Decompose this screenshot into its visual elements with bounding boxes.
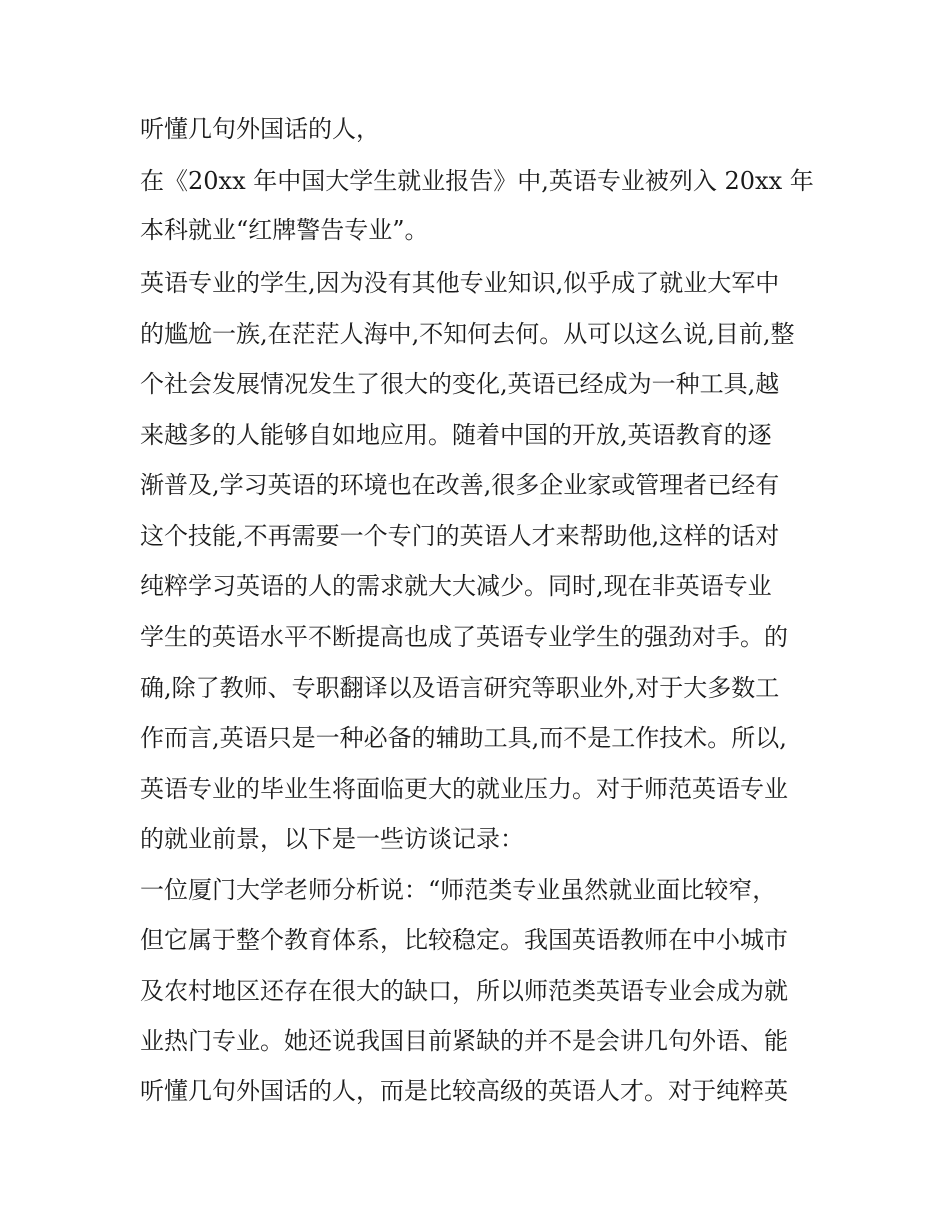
text-line: 渐普及,学习英语的环境也在改善,很多企业家或管理者已经有 [140, 471, 780, 499]
text-line: 确,除了教师、专职翻译以及语言研究等职业外,对于大多数工 [140, 674, 780, 702]
text-line: 在《20xx 年中国大学生就业报告》中,英语专业被列入 20xx 年 [140, 167, 814, 195]
text-line: 的就业前景，以下是一些访谈记录： [140, 825, 524, 853]
text-line: 听懂几句外国话的人， [140, 115, 380, 143]
text-line: 这个技能,不再需要一个专门的英语人才来帮助他,这样的话对 [140, 522, 780, 550]
text-line: 及农村地区还存在很大的缺口，所以师范类英语专业会成为就 [140, 977, 788, 1005]
text-line: 英语专业的学生,因为没有其他专业知识,似乎成了就业大军中 [140, 269, 780, 297]
text-line: 纯粹学习英语的人的需求就大大减少。同时,现在非英语专业 [140, 572, 772, 600]
text-line: 但它属于整个教育体系，比较稳定。我国英语教师在中小城市 [140, 926, 788, 954]
text-line: 个社会发展情况发生了很大的变化,英语已经成为一种工具,越 [140, 370, 780, 398]
text-line: 作而言,英语只是一种必备的辅助工具,而不是工作技术。所以, [140, 724, 787, 752]
text-line: 本科就业“红牌警告专业”。 [140, 216, 429, 244]
text-line: 学生的英语水平不断提高也成了英语专业学生的强劲对手。的 [140, 623, 788, 651]
text-line: 的尴尬一族,在茫茫人海中,不知何去何。从可以这么说,目前,整 [140, 320, 795, 348]
text-line: 来越多的人能够自如地应用。随着中国的开放,英语教育的逐 [140, 421, 772, 449]
text-line: 一位厦门大学老师分析说：“师范类专业虽然就业面比较窄， [140, 876, 777, 904]
text-line: 听懂几句外国话的人，而是比较高级的英语人才。对于纯粹英 [140, 1077, 788, 1105]
text-line: 业热门专业。她还说我国目前紧缺的并不是会讲几句外语、能 [140, 1027, 788, 1055]
text-line: 英语专业的毕业生将面临更大的就业压力。对于师范英语专业 [140, 775, 788, 803]
